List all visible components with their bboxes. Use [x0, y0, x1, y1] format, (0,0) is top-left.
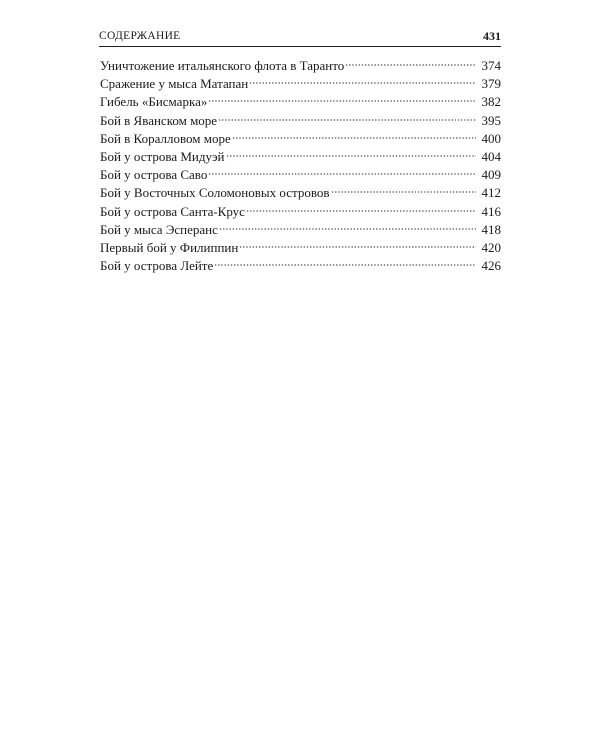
toc-entry-title: Бой у острова Мидуэй: [100, 148, 225, 164]
toc-entry-page: 426: [481, 258, 501, 274]
dot-leader: [208, 99, 476, 103]
toc-entry-page: 418: [481, 221, 501, 237]
dot-leader: [246, 209, 476, 213]
page-number: 431: [483, 29, 501, 43]
dot-leader: [218, 118, 476, 122]
toc-entry-page: 374: [481, 58, 501, 73]
toc-entry[interactable]: [100, 184, 501, 202]
toc-entry-title: Бой у острова Лейте: [100, 258, 214, 274]
toc-entry[interactable]: [100, 57, 501, 75]
table-of-contents: [100, 57, 501, 275]
toc-entry-title: Бой у мыса Эсперанс: [100, 221, 218, 237]
toc-entry[interactable]: [100, 148, 501, 166]
toc-entry-title: Бой у острова Санта-Крус: [100, 203, 245, 219]
toc-entry-page: 400: [481, 130, 501, 146]
dot-leader: [345, 63, 476, 67]
toc-entry-page: 382: [481, 94, 501, 110]
dot-leader: [214, 263, 476, 267]
dot-leader: [331, 190, 476, 194]
toc-entry[interactable]: [100, 112, 501, 130]
dot-leader: [219, 227, 476, 231]
toc-entry-page: 409: [481, 167, 501, 183]
toc-entry[interactable]: [100, 75, 501, 93]
toc-entry[interactable]: [100, 130, 501, 148]
dot-leader: [226, 154, 476, 158]
toc-entry-title: Уничтожение итальянского флота в Таранто: [100, 58, 345, 73]
toc-entry[interactable]: [100, 221, 501, 239]
toc-entry-title: Бой в Коралловом море: [100, 130, 231, 146]
toc-entry[interactable]: [100, 166, 501, 184]
running-header-title: СОДЕРЖАНИЕ: [99, 30, 181, 42]
dot-leader: [208, 172, 476, 176]
toc-entry-title: Первый бой у Филиппин: [100, 239, 239, 255]
toc-entry-page: 395: [481, 112, 501, 128]
toc-entry-title: Сражение у мыса Матапан: [100, 76, 249, 92]
running-header: [99, 28, 501, 47]
toc-entry-page: 420: [481, 239, 501, 255]
toc-entry-title: Бой у острова Саво: [100, 167, 208, 183]
toc-entry[interactable]: [100, 93, 501, 111]
dot-leader: [232, 136, 476, 140]
toc-entry[interactable]: [100, 257, 501, 275]
toc-entry[interactable]: [100, 203, 501, 221]
toc-entry-page: 404: [481, 148, 501, 164]
toc-entry-page: 416: [481, 203, 501, 219]
dot-leader: [249, 81, 476, 85]
dot-leader: [239, 245, 476, 249]
toc-entry-title: Гибель «Бисмарка»: [100, 94, 208, 110]
toc-entry-page: 412: [481, 185, 501, 201]
toc-entry-title: Бой в Яванском море: [100, 112, 218, 128]
toc-entry-title: Бой у Восточных Соломоновых островов: [100, 185, 330, 201]
toc-entry-page: 379: [481, 76, 501, 92]
toc-entry[interactable]: [100, 239, 501, 257]
